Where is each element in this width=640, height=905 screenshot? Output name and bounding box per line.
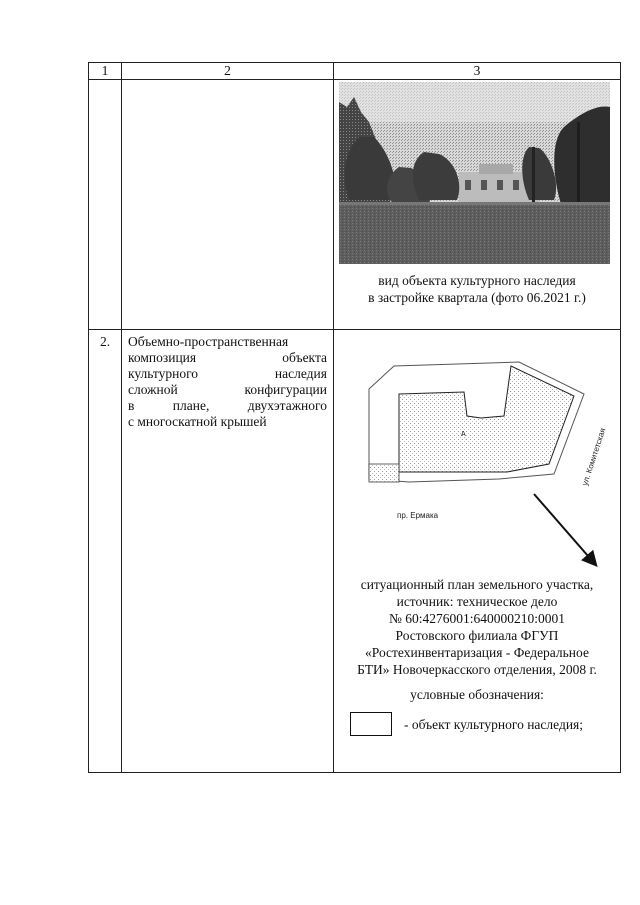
table-header-row xyxy=(89,63,621,80)
table-row xyxy=(89,80,621,330)
site-plan-image xyxy=(349,354,617,576)
description-line: в плане, двухэтажного xyxy=(128,398,327,413)
plan-street-right: ул. Комитетская xyxy=(580,426,608,487)
row-description xyxy=(122,80,334,330)
plan-caption-line: Ростовского филиала ФГУП xyxy=(395,628,559,643)
heritage-photo-image xyxy=(339,82,610,264)
plan-cell xyxy=(334,330,621,773)
table-row xyxy=(89,330,621,773)
photo-caption xyxy=(334,272,620,306)
plan-caption xyxy=(334,576,620,678)
row-description xyxy=(122,330,334,773)
legend-item-text: - объект культурного наследия; xyxy=(404,717,584,732)
photo-cell xyxy=(334,80,621,330)
row-number: 2. xyxy=(89,330,122,773)
plan-caption-line: БТИ» Новочеркасского отделения, 2008 г. xyxy=(357,662,597,677)
row-number xyxy=(89,80,122,330)
header-col-2: 2 xyxy=(122,63,334,80)
plan-caption-line: источник: техническое дело xyxy=(396,594,558,609)
heritage-table xyxy=(88,62,621,773)
plan-caption-line: «Ростехинвентаризация - Федеральное xyxy=(365,645,589,660)
description-line: композиция объекта xyxy=(128,350,327,365)
plan-caption-line: № 60:4276001:640000210:0001 xyxy=(388,611,565,626)
description-line: с многоскатной крышей xyxy=(128,414,267,429)
header-col-1: 1 xyxy=(89,63,122,80)
plan-caption-line: ситуационный план земельного участка, xyxy=(360,577,594,592)
legend-title: условные обозначения: xyxy=(410,687,544,702)
description-line: сложной конфигурации xyxy=(128,382,327,397)
description-line: Объемно-пространственная xyxy=(128,334,289,349)
photo-caption-line: вид объекта культурного наследия xyxy=(378,273,576,288)
photo-caption-line: в застройке квартала (фото 06.2021 г.) xyxy=(368,290,586,305)
plan-street-bottom: пр. Ермака xyxy=(397,511,439,520)
plan-lot-letter: А xyxy=(461,431,466,438)
legend-swatch xyxy=(350,712,392,736)
description-line: культурного наследия xyxy=(128,366,327,381)
header-col-3: 3 xyxy=(334,63,621,80)
